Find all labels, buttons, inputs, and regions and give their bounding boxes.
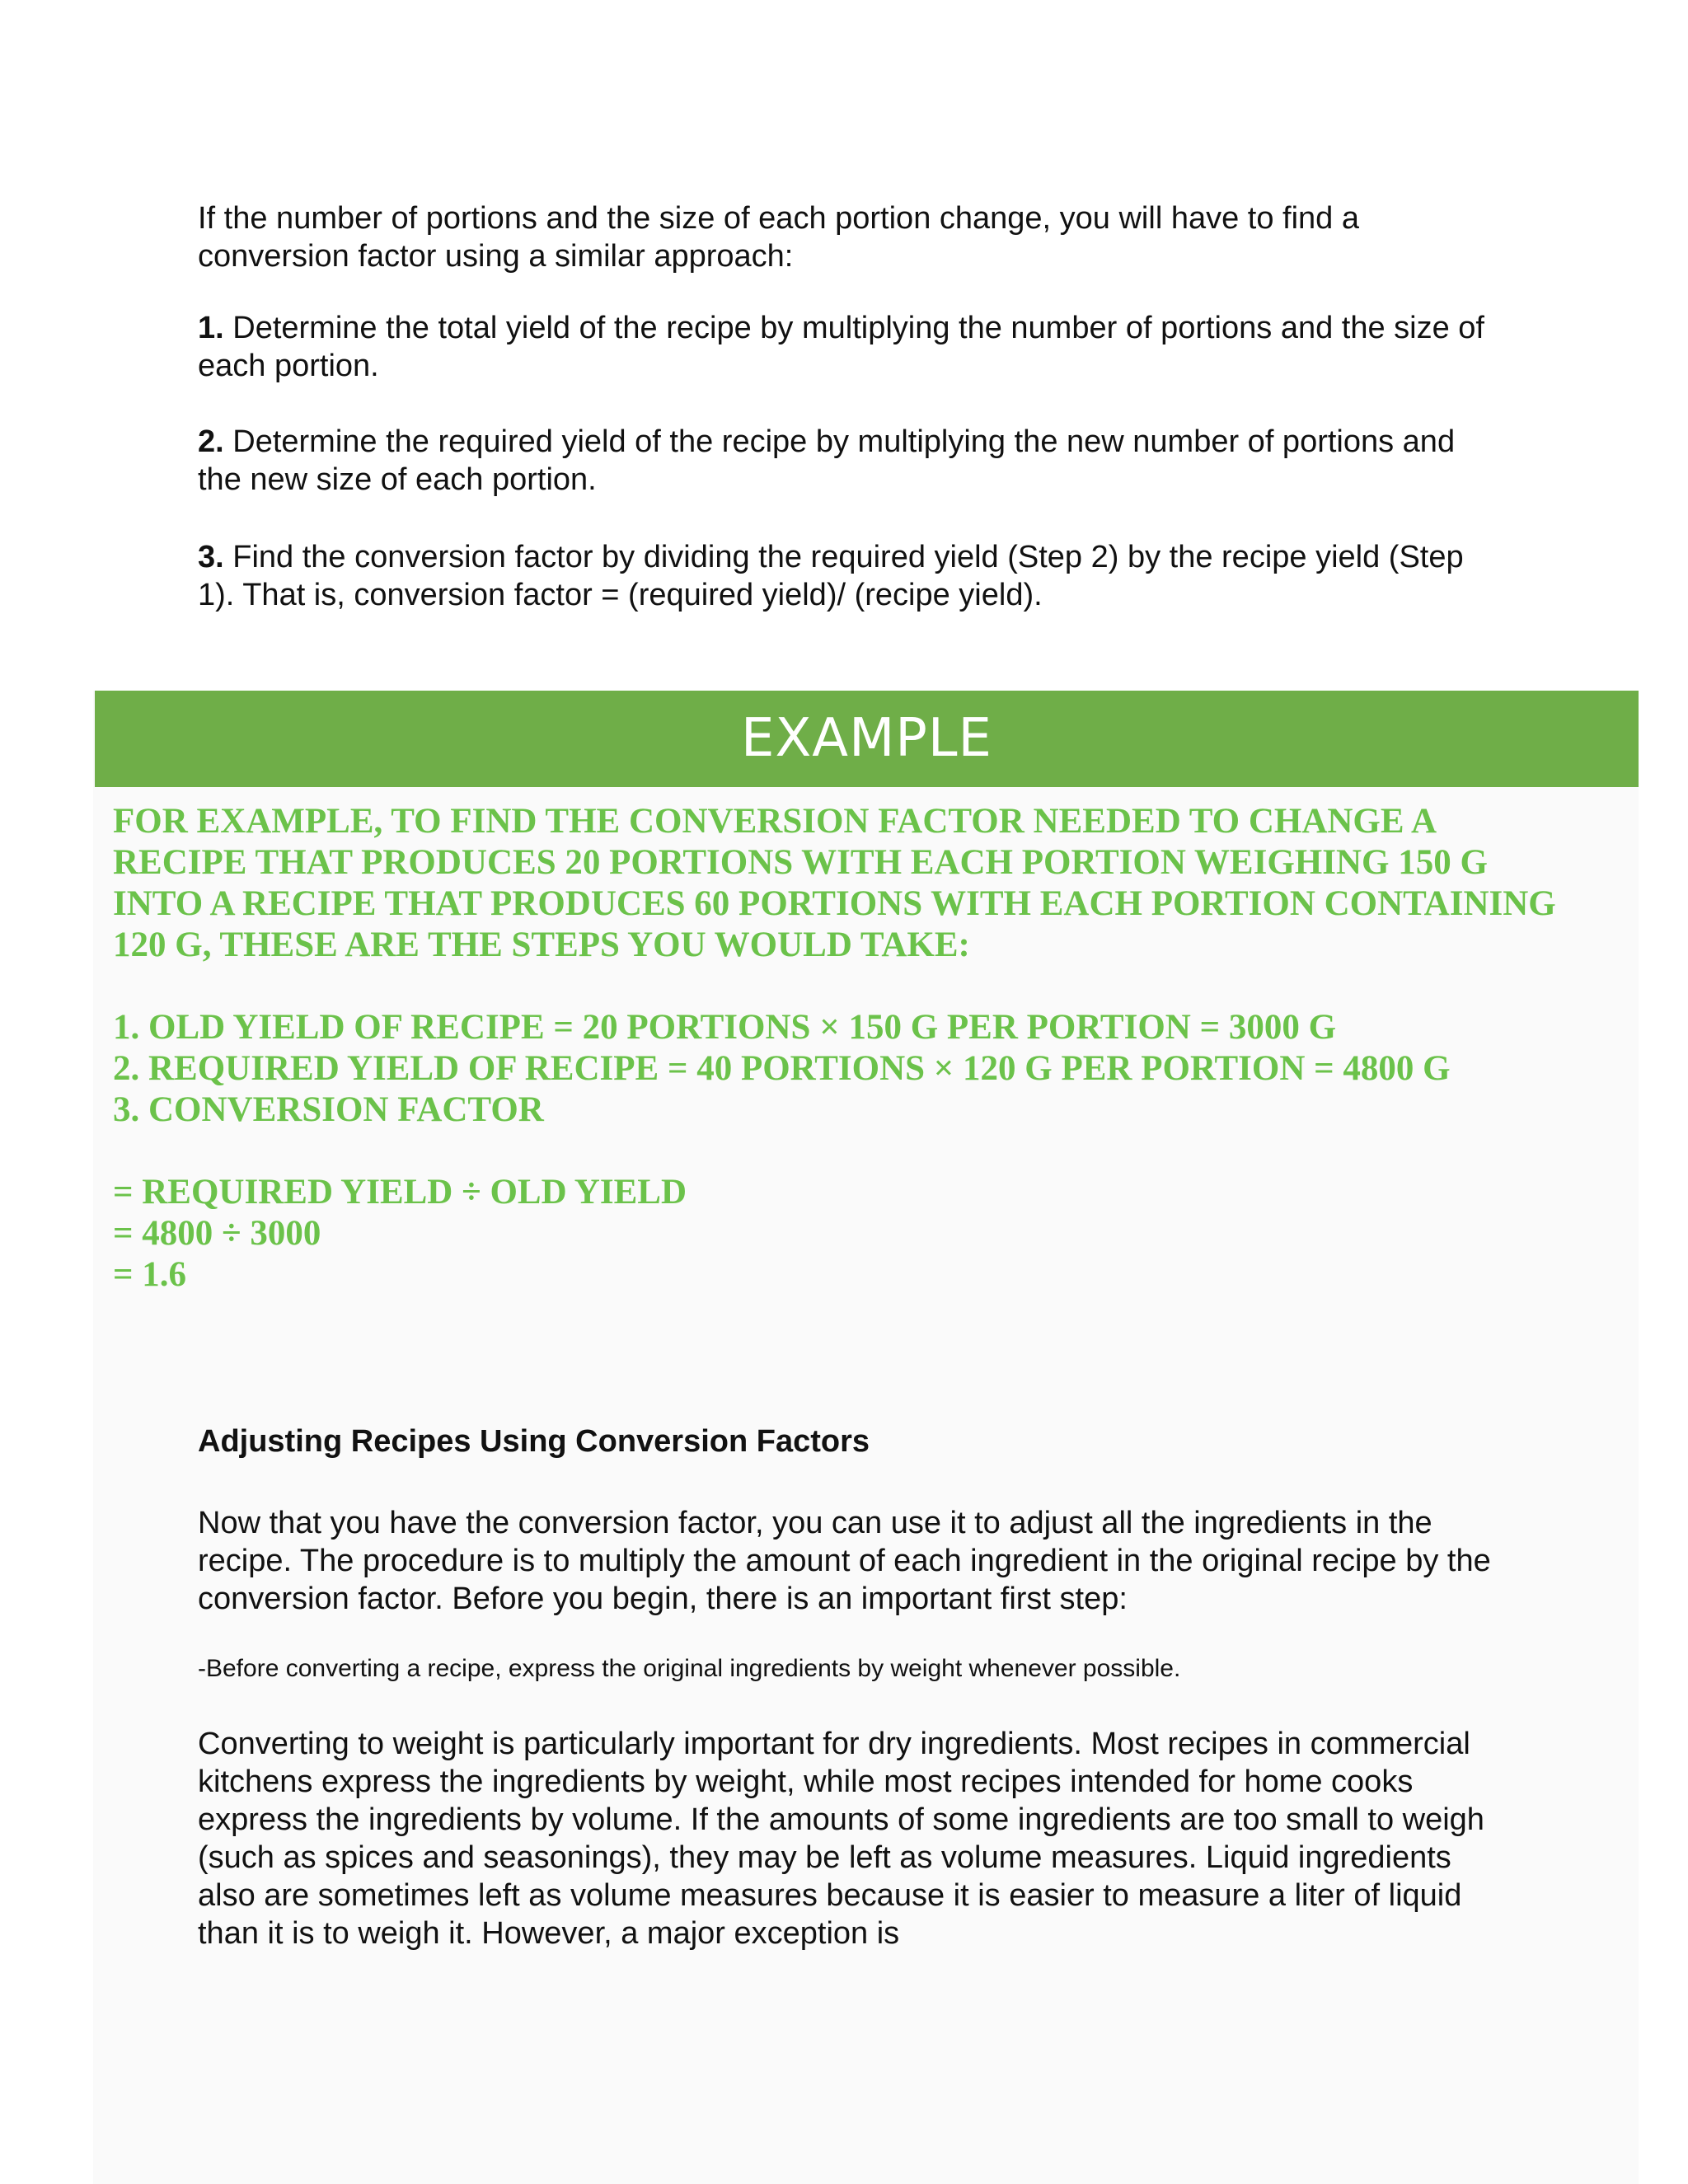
step-3-number: 3. bbox=[198, 540, 224, 574]
example-calculation bbox=[113, 1172, 1564, 1296]
example-steps bbox=[113, 1007, 1564, 1131]
example-banner bbox=[95, 691, 1639, 787]
adjusting-paragraph-1: Now that you have the conversion factor, you can use it to adjust all the ingredients in the recipe. The procedure is to multiply the amount of each ingredient in the original recipe by the conversion factor. Before you begin, there is an important first step: bbox=[198, 1506, 1491, 1616]
step-2-text: Determine the required yield of the recipe by multiplying the new number of portions and the new size of each portion. bbox=[198, 424, 1456, 497]
example-step-1: 1. OLD YIELD OF RECIPE = 20 PORTIONS × 150 G PER PORTION = 3000 G bbox=[113, 1008, 1337, 1047]
step-2 bbox=[198, 423, 1500, 499]
adjusting-note: -Before converting a recipe, express the original ingredients by weight whenever possible. bbox=[198, 1655, 1181, 1682]
intro-paragraph: If the number of portions and the size of each portion change, you will have to find a conversion factor using a similar approach: bbox=[198, 201, 1359, 274]
step-2-number: 2. bbox=[198, 424, 224, 459]
section-heading: Adjusting Recipes Using Conversion Factors bbox=[198, 1424, 870, 1459]
step-1-text: Determine the total yield of the recipe by multiplying the number of portions and the size of each portion. bbox=[198, 311, 1484, 383]
adjusting-paragraph-2: Converting to weight is particularly important for dry ingredients. Most recipes in commercial kitchens express the ingredients by weight, while most recipes intended for home cooks express the ingredients by volume. If the amounts of some ingredients are too small to weigh (such as spices and seasonings), they may be left as volume measures. Liquid ingredients also are sometimes left as volume measures because it is easier to measure a liter of liquid than it is to weigh it. However, a major exception is bbox=[198, 1727, 1484, 1951]
example-intro: FOR EXAMPLE, TO FIND THE CONVERSION FACTOR NEEDED TO CHANGE A RECIPE THAT PRODUCES 20 PORTIONS WITH EACH PORTION WEIGHING 150 G INTO A RECIPE THAT PRODUCES 60 PORTIONS WITH EACH PORTION CONTAINING 120 G, THESE ARE THE STEPS YOU WOULD TAKE: bbox=[113, 802, 1556, 964]
step-3 bbox=[198, 538, 1500, 614]
calc-line-3: = 1.6 bbox=[113, 1255, 187, 1294]
example-step-2: 2. REQUIRED YIELD OF RECIPE = 40 PORTIONS × 120 G PER PORTION = 4800 G bbox=[113, 1049, 1451, 1088]
example-step-3: 3. CONVERSION FACTOR bbox=[113, 1090, 544, 1129]
step-1 bbox=[198, 309, 1500, 385]
calc-line-1: = REQUIRED YIELD ÷ OLD YIELD bbox=[113, 1173, 687, 1212]
step-3-text: Find the conversion factor by dividing the required yield (Step 2) by the recipe yield (Step 1). That is, conversion factor = (required yield)/ (recipe yield). bbox=[198, 540, 1464, 612]
step-1-number: 1. bbox=[198, 311, 224, 345]
calc-line-2: = 4800 ÷ 3000 bbox=[113, 1214, 321, 1253]
example-title: EXAMPLE bbox=[741, 708, 992, 769]
